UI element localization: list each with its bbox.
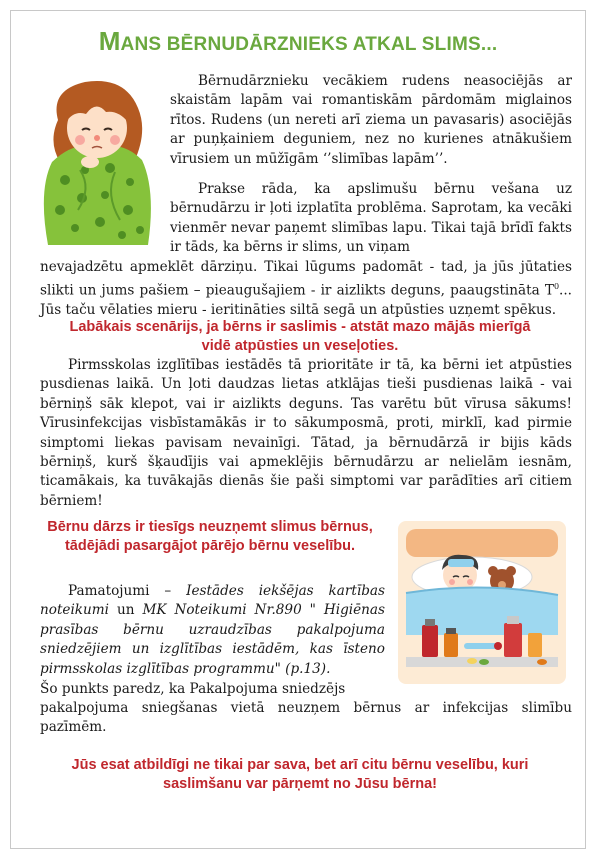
just-lead: Pamatojumi – — [68, 583, 187, 599]
temperature-superscript: 0 — [553, 282, 560, 292]
paragraph-justification-tail-b: pakalpojuma sniegšanas vietā neuzņem bērnus ar infekcijas slimību pazīmēm. — [40, 700, 572, 736]
paragraph-practice-top — [170, 180, 572, 258]
paragraph-justification — [40, 582, 385, 679]
sick-girl-blanket-illustration — [30, 70, 165, 245]
callout-kindergarten-right: Bērnu dārzs ir tiesīgs neuzņemt slimus bērnus, tādējādi pasargājot pārējo bērnu veselību. — [47, 519, 373, 554]
paragraph-autumn: Bērnudārznieku vecākiem rudens neasociējās ar skaistām lapām vai romantiskām pārdomām miglainos rītos. Rudens (un nereti arī ziema un pavasaris) asociējās ar puņķainiem deguniem, nez no kurienes atnākušiem vīrusiem un mūžīgām ‘’slimības lapām’’. — [170, 73, 572, 167]
paragraph-preschool: Pirmsskolas izglītības iestādēs tā prioritāte ir tā, ka bērni iet atpūsties pusdienas laikā. Un ļoti daudzas lietas atklājas tieši pusdienas laikā - vai bērniņš sāk klepot, vai ir aizlikts deguns. Tas varētu būt vīrusa sākums! Vīrusinfekcijas visbīstamākās ir to sākumposmā, proti, mirklī, kad pirmie simptomi liekas pavisam nevainīgi. Tātad, ja bērnudārzā ir bijis kāds bērniņš, kurš šķaudījis vai apmeklējis bērnudārzu ar nelielām iesnām, ticamākais, ka tuvākajās dienās šie paši simptomi var parādīties arī citiem bērniem! — [40, 357, 572, 509]
practice-part3: ... Jūs taču vēlaties mieru - ieritināties siltā segā un atpūsties uzņemt spēkus. — [40, 282, 572, 319]
title-initial: M — [98, 26, 121, 56]
title-rest: ANS BĒRNUDĀRZNIEKS ATKAL SLIMS... — [120, 34, 498, 55]
callout-responsibility: Jūs esat atbildīgi ne tikai par sava, bet arī citu bērnu veselību, kuri saslimšanu var pārņemt no Jūsu bērna! — [71, 757, 529, 792]
just-title: " Higiēnas prasības bērnu uzraudzības pakalpojuma sniedzējiem un izglītības iestādēm, kas īsteno pirmsskolas izglītības programmu" (p.13). — [40, 602, 385, 677]
callout-best-scenario: Labākais scenārijs, ja bērns ir saslimis - atstāt mazo mājās mierīgā vidē atpūsties un veseļoties. — [69, 319, 531, 354]
sick-child-in-bed-illustration — [392, 515, 572, 690]
page-title — [0, 26, 596, 57]
just-rules: Iestādes iekšējas kartības noteikumi — [40, 583, 385, 619]
practice-part1: Prakse rāda, ka apslimušu bērnu vešana uz bērnudārzu ir ļoti izplatīta problēma. Saprotam, ka vecāki vienmēr nevar paņemt slimības lapu. Tikai tajā brīdī fakts ir tāds, ka bērns ir slims, un viņam — [170, 181, 572, 256]
paragraph-justification-tail-a: Šo punkts paredz, ka Pakalpojuma sniedzējs — [40, 681, 346, 697]
just-and: un — [109, 602, 143, 619]
practice-part2: nevajadzētu apmeklēt dārziņu. Tikai lūgums padomāt - tad, ja jūs jūtaties slikti un jums pašiem – pieaugušajiem - ir aizlikts deguns, paaugstināta T — [40, 259, 572, 299]
just-mk: MK Noteikumi Nr.890 — [142, 602, 310, 619]
paragraph-practice-bottom — [40, 258, 572, 321]
